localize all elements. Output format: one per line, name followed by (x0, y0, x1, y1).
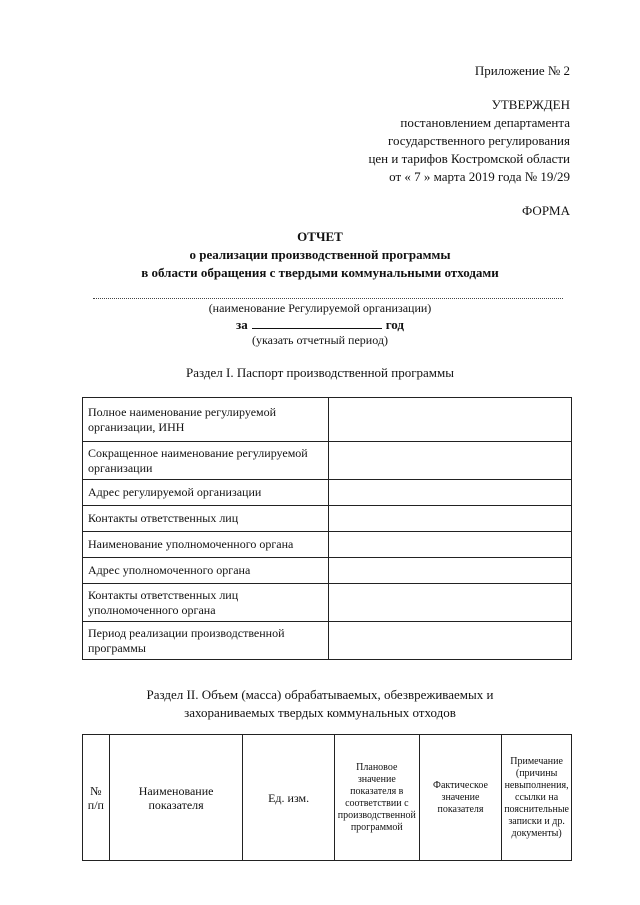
organization-name-line (93, 298, 563, 299)
table-row (83, 558, 572, 584)
passport-value-cell (329, 506, 572, 532)
section2-title-line: захораниваемых твердых коммунальных отходов (184, 705, 456, 720)
table-row (83, 442, 572, 480)
column-header-planned: Плановое значение показателя в соответствии с производственной программой (334, 735, 419, 861)
passport-value-cell (329, 398, 572, 442)
table-row (83, 584, 572, 622)
form-label: ФОРМА (522, 203, 570, 218)
table-row (83, 506, 572, 532)
column-header-actual: Фактическое значение показателя (419, 735, 501, 861)
passport-table (82, 397, 572, 660)
period-blank (252, 315, 382, 329)
passport-value-cell (329, 584, 572, 622)
passport-label: Период реализации производственной программы (83, 622, 329, 660)
passport-label: Полное наименование регулируемой организации, ИНН (83, 398, 329, 442)
approval-line: государственного регулирования (387, 133, 570, 148)
period-caption: (указать отчетный период) (252, 333, 388, 347)
volume-table (82, 734, 572, 861)
table-row (83, 622, 572, 660)
passport-value-cell (329, 558, 572, 584)
approved-label: УТВЕРЖДЕН (491, 97, 570, 112)
report-title: ОТЧЕТ (297, 229, 343, 244)
passport-label: Контакты ответственных лиц (83, 506, 329, 532)
report-subtitle-line: о реализации производственной программы (189, 247, 451, 262)
passport-label: Адрес уполномоченного органа (83, 558, 329, 584)
organization-caption: (наименование Регулируемой организации) (208, 301, 432, 315)
passport-label: Адрес регулируемой организации (83, 480, 329, 506)
table-row (83, 532, 572, 558)
period-suffix: год (385, 317, 404, 332)
passport-value-cell (329, 480, 572, 506)
approval-date-line: от « 7 » марта 2019 года № 19/29 (389, 169, 570, 184)
column-header-number: № п/п (83, 735, 110, 861)
passport-value-cell (329, 622, 572, 660)
appendix-label: Приложение № 2 (474, 63, 570, 78)
approval-line: цен и тарифов Костромской области (368, 151, 570, 166)
report-subtitle-line: в области обращения с твердыми коммунальными отходами (141, 265, 499, 280)
table-row (83, 480, 572, 506)
section2-title-line: Раздел II. Объем (масса) обрабатываемых, обезвреживаемых и (146, 687, 494, 702)
table-header-row (83, 735, 572, 861)
column-header-indicator: Наименование показателя (109, 735, 243, 861)
column-header-unit: Ед. изм. (243, 735, 334, 861)
approval-line: постановлением департамента (400, 115, 570, 130)
passport-label: Сокращенное наименование регулируемой организации (83, 442, 329, 480)
passport-label: Наименование уполномоченного органа (83, 532, 329, 558)
section1-title: Раздел I. Паспорт производственной программы (186, 365, 454, 380)
period-prefix: за (235, 317, 248, 332)
passport-value-cell (329, 442, 572, 480)
table-row (83, 398, 572, 442)
passport-value-cell (329, 532, 572, 558)
column-header-note: Примечание (причины невыполнения, ссылки на пояснительные записки и др. документы) (502, 735, 572, 861)
passport-label: Контакты ответственных лиц уполномоченного органа (83, 584, 329, 622)
